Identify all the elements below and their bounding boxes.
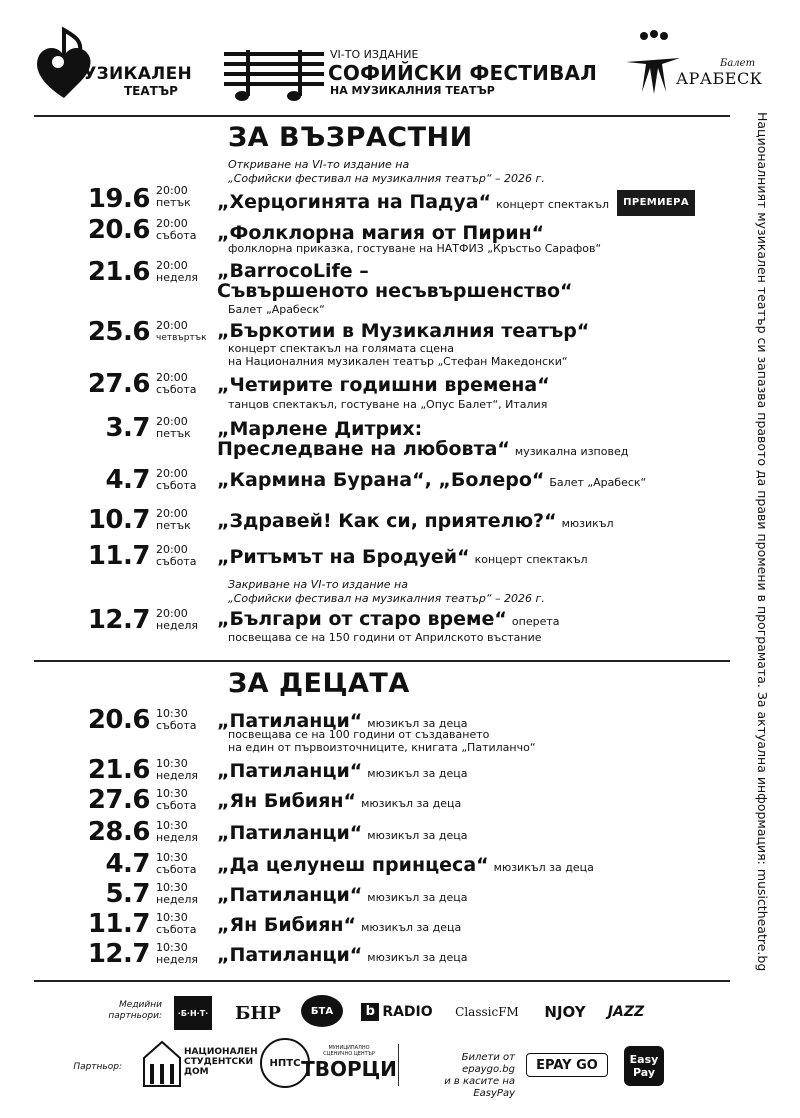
jazz-fm-logo: JAZZ	[607, 1004, 645, 1020]
mt-logo-line1: МУЗИКАЛЕН	[66, 64, 193, 84]
event-day: събота	[156, 863, 197, 876]
event-time: 10:30	[156, 707, 188, 720]
event-title	[217, 914, 461, 939]
event-title-text: „Българи от старо време“	[217, 608, 507, 630]
event-time: 20:00	[156, 319, 188, 332]
event-date: 11.7	[87, 909, 150, 939]
event-intro-line2: „Софийски фестивал на музикалния театър“ – 2026 г.	[228, 172, 545, 185]
event-genre: мюзикъл	[561, 517, 614, 530]
event-time: 20:00	[156, 467, 188, 480]
event-time: 20:00	[156, 217, 188, 230]
event-genre: мюзикъл за деца	[361, 921, 462, 934]
event-title: „Фолклорна магия от Пирин“	[217, 222, 545, 244]
event-date: 27.6	[87, 369, 150, 399]
event-time: 10:30	[156, 819, 188, 832]
arabesk-logo	[622, 28, 762, 98]
partner-label: Партньор:	[73, 1062, 122, 1072]
event-title-text: „Ян Бибиян“	[217, 790, 357, 812]
event-title	[217, 760, 467, 785]
bnt-logo: ·Б·Н·Т·	[174, 996, 212, 1030]
event-title: „Четирите годишни времена“	[217, 374, 550, 396]
event-genre: мюзикъл за деца	[493, 861, 594, 874]
event-time: 10:30	[156, 757, 188, 770]
circle-seal-logo: НПТС	[260, 1038, 310, 1088]
event-time: 20:00	[156, 415, 188, 428]
media-partners-label-line1: Медийни	[119, 1000, 162, 1010]
event-genre: мюзикъл за деца	[367, 829, 468, 842]
event-time: 20:00	[156, 371, 188, 384]
b-radio-text: RADIO	[382, 1004, 433, 1020]
event-day: неделя	[156, 953, 198, 966]
event-title-text: „Здравей! Как си, приятелю?“	[217, 510, 557, 532]
event-day: петък	[156, 519, 191, 532]
footer-divider	[34, 980, 730, 982]
event-date: 12.7	[87, 939, 150, 969]
event-date: 4.7	[105, 849, 150, 879]
event-title-text: „Патиланци“	[217, 822, 363, 844]
event-day: събота	[156, 719, 197, 732]
event-title-line1: „Марлене Дитрих:	[217, 418, 423, 440]
event-title-line1: „BarrocoLife –	[217, 260, 369, 282]
festival-logo	[222, 46, 602, 104]
event-time: 10:30	[156, 851, 188, 864]
event-day: събота	[156, 479, 197, 492]
side-note	[752, 112, 772, 1078]
event-day: събота	[156, 923, 197, 936]
event-time: 20:00	[156, 507, 188, 520]
event-time: 20:00	[156, 259, 188, 272]
event-genre: мюзикъл за деца	[361, 797, 462, 810]
event-note-line1: концерт спектакъл на голямата сцена	[228, 342, 454, 355]
event-title-text: „Ян Бибиян“	[217, 914, 357, 936]
dancers-icon	[622, 28, 682, 98]
musical-theatre-logo	[34, 26, 194, 104]
event-genre: музикална изповед	[514, 445, 629, 458]
tickets-info	[415, 1052, 515, 1100]
event-date: 25.6	[87, 317, 150, 347]
easypay-line2: Pay	[632, 1066, 656, 1079]
event-title-text: „Патиланци“	[217, 760, 363, 782]
event-intro-line1: Закриване на VI-то издание на	[228, 578, 408, 591]
event-genre: мюзикъл за деца	[367, 767, 468, 780]
bta-logo: БТА	[301, 995, 343, 1027]
event-time: 10:30	[156, 881, 188, 894]
event-time: 10:30	[156, 941, 188, 954]
event-title	[217, 944, 467, 969]
mt-logo-line2: ТЕАТЪР	[124, 84, 178, 98]
festival-edition: VI-ТО ИЗДАНИЕ	[330, 48, 419, 61]
event-day: петък	[156, 427, 191, 440]
event-date: 28.6	[87, 817, 150, 847]
premiere-badge: ПРЕМИЕРА	[617, 190, 695, 216]
event-day: неделя	[156, 619, 198, 632]
event-day: неделя	[156, 893, 198, 906]
event-note: фолклорна приказка, гостуване на НАТФИЗ „Кръстьо Сарафов“	[228, 242, 602, 255]
side-note-text: Националният музикален театър си запазва правото да прави промени в програмата. За актуална информация: musictheatre.bg	[755, 112, 770, 972]
event-day: петък	[156, 196, 191, 209]
event-title-line2: Съвършеното несъвършенство“	[217, 280, 573, 302]
epay-go-logo: EPAY GO	[526, 1053, 608, 1077]
event-genre: мюзикъл за деца	[367, 891, 468, 904]
event-note: посвещава се на 150 години от Априлското въстание	[228, 631, 542, 644]
tvortsi-small-text: МУНИЦИПАЛНО СЦЕНИЧНО ЦЕНТЪР	[323, 1045, 375, 1057]
event-day: неделя	[156, 769, 198, 782]
b-radio-icon: b	[361, 1003, 379, 1021]
event-genre: мюзикъл за деца	[367, 717, 468, 730]
event-date: 21.6	[87, 257, 150, 287]
event-date: 3.7	[105, 413, 150, 443]
event-date: 20.6	[87, 215, 150, 245]
event-genre: концерт спектакъл	[474, 553, 588, 566]
event-day: неделя	[156, 831, 198, 844]
event-date: 19.6	[87, 184, 150, 214]
nsd-line3: ДОМ	[184, 1067, 209, 1077]
event-genre: концерт спектакъл	[496, 198, 610, 211]
adults-heading: ЗА ВЪЗРАСТНИ	[228, 122, 473, 153]
event-date: 11.7	[87, 541, 150, 571]
festival-subtitle: НА МУЗИКАЛНИЯ ТЕАТЪР	[330, 84, 495, 97]
event-title	[217, 884, 467, 909]
event-title-text: „Патиланци“	[217, 944, 363, 966]
nsd-line1: НАЦИОНАЛЕН	[184, 1047, 258, 1057]
event-genre: Балет „Арабеск“	[549, 476, 647, 489]
event-title-text: „Ритъмът на Бродуей“	[217, 546, 470, 568]
event-title-text: „Херцогинята на Падуа“	[217, 191, 492, 213]
bnr-logo: БНР	[235, 1002, 281, 1024]
event-date: 12.7	[87, 605, 150, 635]
nsd-line2: СТУДЕНТСКИ	[184, 1057, 254, 1067]
event-intro-line2: „Софийски фестивал на музикалния театър“ – 2026 г.	[228, 592, 545, 605]
event-day: събота	[156, 555, 197, 568]
tvortsi-text: ТВОРЦИ	[301, 1057, 397, 1081]
event-title-text: „Патиланци“	[217, 884, 363, 906]
event-title	[217, 510, 614, 535]
event-day: събота	[156, 799, 197, 812]
event-title	[217, 854, 594, 879]
tvortsi-logo	[301, 1038, 397, 1088]
event-title-text: „Да целунеш принцеса“	[217, 854, 489, 876]
nsd-logo	[140, 1034, 260, 1090]
tickets-line1: Билети от epaygo.bg	[461, 1052, 515, 1075]
event-note: Балет „Арабеск“	[228, 303, 325, 316]
event-day: събота	[156, 229, 197, 242]
event-time: 20:00	[156, 607, 188, 620]
event-date: 5.7	[105, 879, 150, 909]
easypay-logo	[624, 1046, 664, 1086]
event-date: 10.7	[87, 505, 150, 535]
building-icon	[140, 1034, 184, 1090]
top-divider	[34, 115, 730, 117]
event-title	[217, 822, 467, 847]
media-partners-label-line2: партньори:	[108, 1011, 162, 1021]
event-title	[217, 546, 588, 571]
event-intro-line1: Откриване на VI-то издание на	[228, 158, 410, 171]
header	[0, 0, 800, 112]
event-title	[217, 790, 461, 815]
event-time: 20:00	[156, 184, 188, 197]
event-time: 10:30	[156, 911, 188, 924]
event-note-line2: на Националния музикален театър „Стефан Македонски“	[228, 355, 568, 368]
kids-heading: ЗА ДЕЦАТА	[228, 668, 410, 699]
festival-title: СОФИЙСКИ ФЕСТИВАЛ	[328, 61, 598, 85]
tickets-line2: и в касите на EasyPay	[444, 1076, 515, 1099]
event-title	[217, 608, 560, 633]
event-title-text: „Патиланци“	[217, 710, 363, 732]
event-time: 10:30	[156, 787, 188, 800]
event-title-line2	[217, 438, 628, 463]
event-day: четвъртък	[156, 333, 207, 343]
b-radio-logo	[360, 1001, 434, 1023]
njoy-logo: NJOY	[544, 1003, 586, 1021]
event-title-text: „Кармина Бурана“, „Болеро“	[217, 469, 545, 491]
event-time: 20:00	[156, 543, 188, 556]
arabesk-name: АРАБЕСК	[676, 69, 763, 88]
event-day: неделя	[156, 271, 198, 284]
event-genre: мюзикъл за деца	[367, 951, 468, 964]
easypay-line1: Easy	[629, 1053, 659, 1066]
event-date: 21.6	[87, 755, 150, 785]
event-title: „Бъркотии в Музикалния театър“	[217, 320, 590, 342]
section-divider	[34, 660, 730, 662]
event-date: 20.6	[87, 705, 150, 735]
staff-notes-icon	[222, 46, 332, 104]
classic-fm-logo: ClassicFM	[455, 1005, 519, 1019]
event-date: 4.7	[105, 465, 150, 495]
event-title-text: Преследване на любовта“	[217, 438, 510, 460]
event-genre: оперета	[511, 615, 560, 628]
event-title	[217, 190, 695, 216]
event-day: събота	[156, 383, 197, 396]
footer-separator	[398, 1044, 399, 1086]
event-note: танцов спектакъл, гостуване на „Опус Балет“, Италия	[228, 398, 548, 411]
event-note-line2: на един от първоизточниците, книгата „Патиланчо“	[228, 741, 536, 754]
nsd-text	[184, 1047, 258, 1077]
arabesk-label: Балет	[720, 58, 756, 69]
event-note-line1: посвещава се на 100 години от създаването	[228, 728, 490, 741]
event-title	[217, 469, 646, 494]
media-partners-label	[96, 1000, 162, 1022]
event-date: 27.6	[87, 785, 150, 815]
